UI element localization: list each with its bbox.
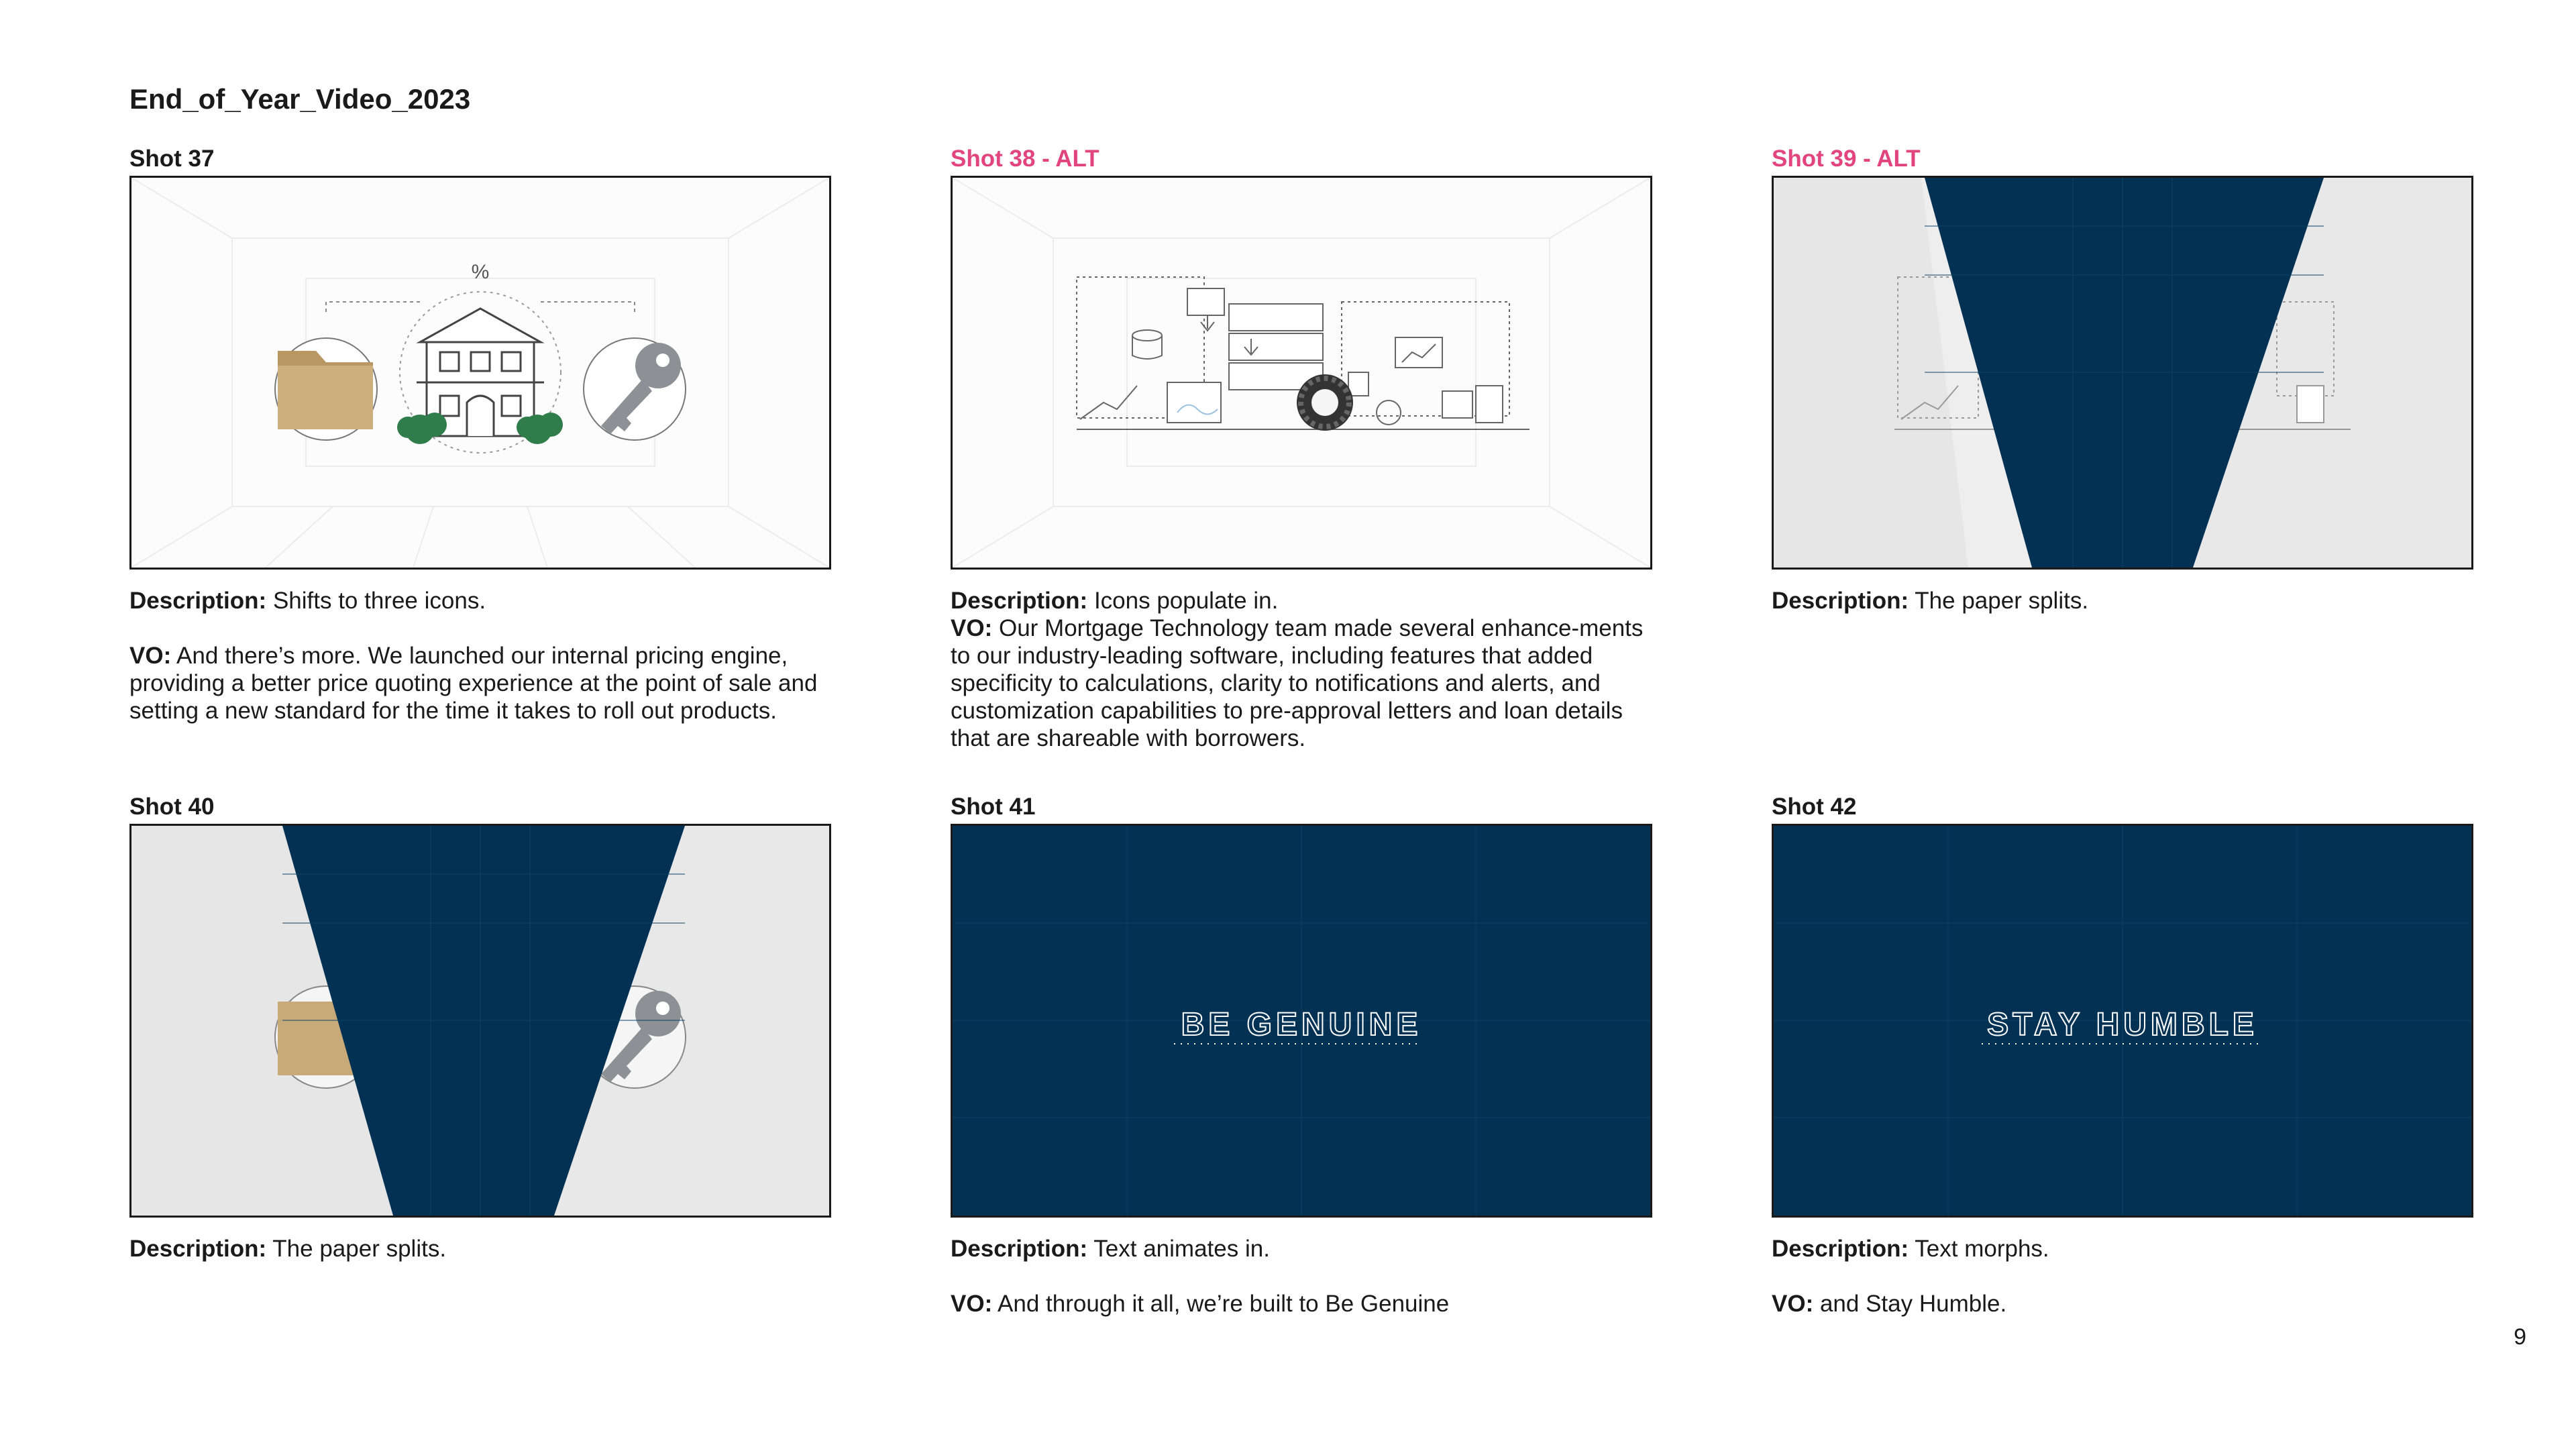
shot-frame[interactable]: [1772, 824, 2473, 1218]
shot-description: [129, 1235, 831, 1263]
vo-text: Our Mortgage Technology team made several enhance-ments to our industry-leading software, including features that added specificity to calculations, clarity to notifications and alerts, and customization capabilities to pre-approval letters and loan details that are shareable with borrowers.: [951, 615, 1644, 751]
shot-frame[interactable]: [951, 824, 1652, 1218]
folder-icon: [278, 351, 373, 429]
vo-text: And through it all, we’re built to Be Genuine: [998, 1291, 1450, 1317]
shot-39-alt: [1772, 142, 2473, 614]
shot-frame[interactable]: [129, 176, 831, 570]
shot-frame[interactable]: [951, 176, 1652, 570]
gear-icon: [1297, 374, 1353, 431]
shot-description: [951, 1235, 1652, 1318]
shot-37: [129, 142, 831, 724]
description-text: The paper splits.: [1915, 588, 2089, 614]
shot-label: Shot 42: [1772, 794, 1857, 820]
description-label: Description:: [1772, 588, 1909, 614]
shot-description: [1772, 587, 2473, 614]
shot-label: Shot 41: [951, 794, 1036, 820]
shot-label: Shot 40: [129, 794, 215, 820]
description-text: Icons populate in.: [1093, 588, 1279, 614]
vo-text: and Stay Humble.: [1819, 1291, 2007, 1317]
shot-frame[interactable]: [1772, 176, 2473, 570]
three-icons-scene: [131, 178, 829, 568]
description-label: Description:: [129, 588, 267, 614]
text-card-scene: [953, 826, 1650, 1216]
card-title: STAY HUMBLE: [1987, 1007, 2258, 1042]
description-label: Description:: [951, 1236, 1088, 1262]
description-label: Description:: [951, 588, 1088, 614]
shot-label: Shot 38 - ALT: [951, 146, 1099, 172]
icons-populate-scene: [953, 178, 1650, 568]
paper-split-icons-scene: [131, 826, 829, 1216]
shot-description: [951, 587, 1652, 752]
vo-text: And there’s more. We launched our internal pricing engine, providing a better price quoting experience at the point of sale and setting a new standard for the time it takes to roll out products.: [129, 643, 818, 724]
paper-split-scene: [1774, 178, 2471, 568]
shot-41: [951, 790, 1652, 1318]
shot-38-alt: [951, 142, 1652, 752]
description-text: Text morphs.: [1915, 1236, 2049, 1262]
shot-label: Shot 37: [129, 146, 215, 172]
shot-label: Shot 39 - ALT: [1772, 146, 1921, 172]
shot-description: [129, 587, 831, 724]
percent-sign: %: [471, 261, 490, 283]
vo-label: VO:: [1772, 1291, 1814, 1317]
description-text: The paper splits.: [272, 1236, 447, 1262]
document-title: End_of_Year_Video_2023: [129, 83, 471, 115]
vo-label: VO:: [951, 1291, 993, 1317]
shot-frame[interactable]: [129, 824, 831, 1218]
page-number: 9: [2514, 1324, 2526, 1350]
description-label: Description:: [1772, 1236, 1909, 1262]
shot-40: [129, 790, 831, 1263]
vo-label: VO:: [951, 615, 993, 641]
vo-label: VO:: [129, 643, 172, 669]
shot-42: [1772, 790, 2473, 1318]
description-text: Shifts to three icons.: [272, 588, 486, 614]
text-card-scene: [1774, 826, 2471, 1216]
description-label: Description:: [129, 1236, 267, 1262]
card-title: BE GENUINE: [1181, 1007, 1422, 1042]
shot-description: [1772, 1235, 2473, 1318]
description-text: Text animates in.: [1093, 1236, 1270, 1262]
